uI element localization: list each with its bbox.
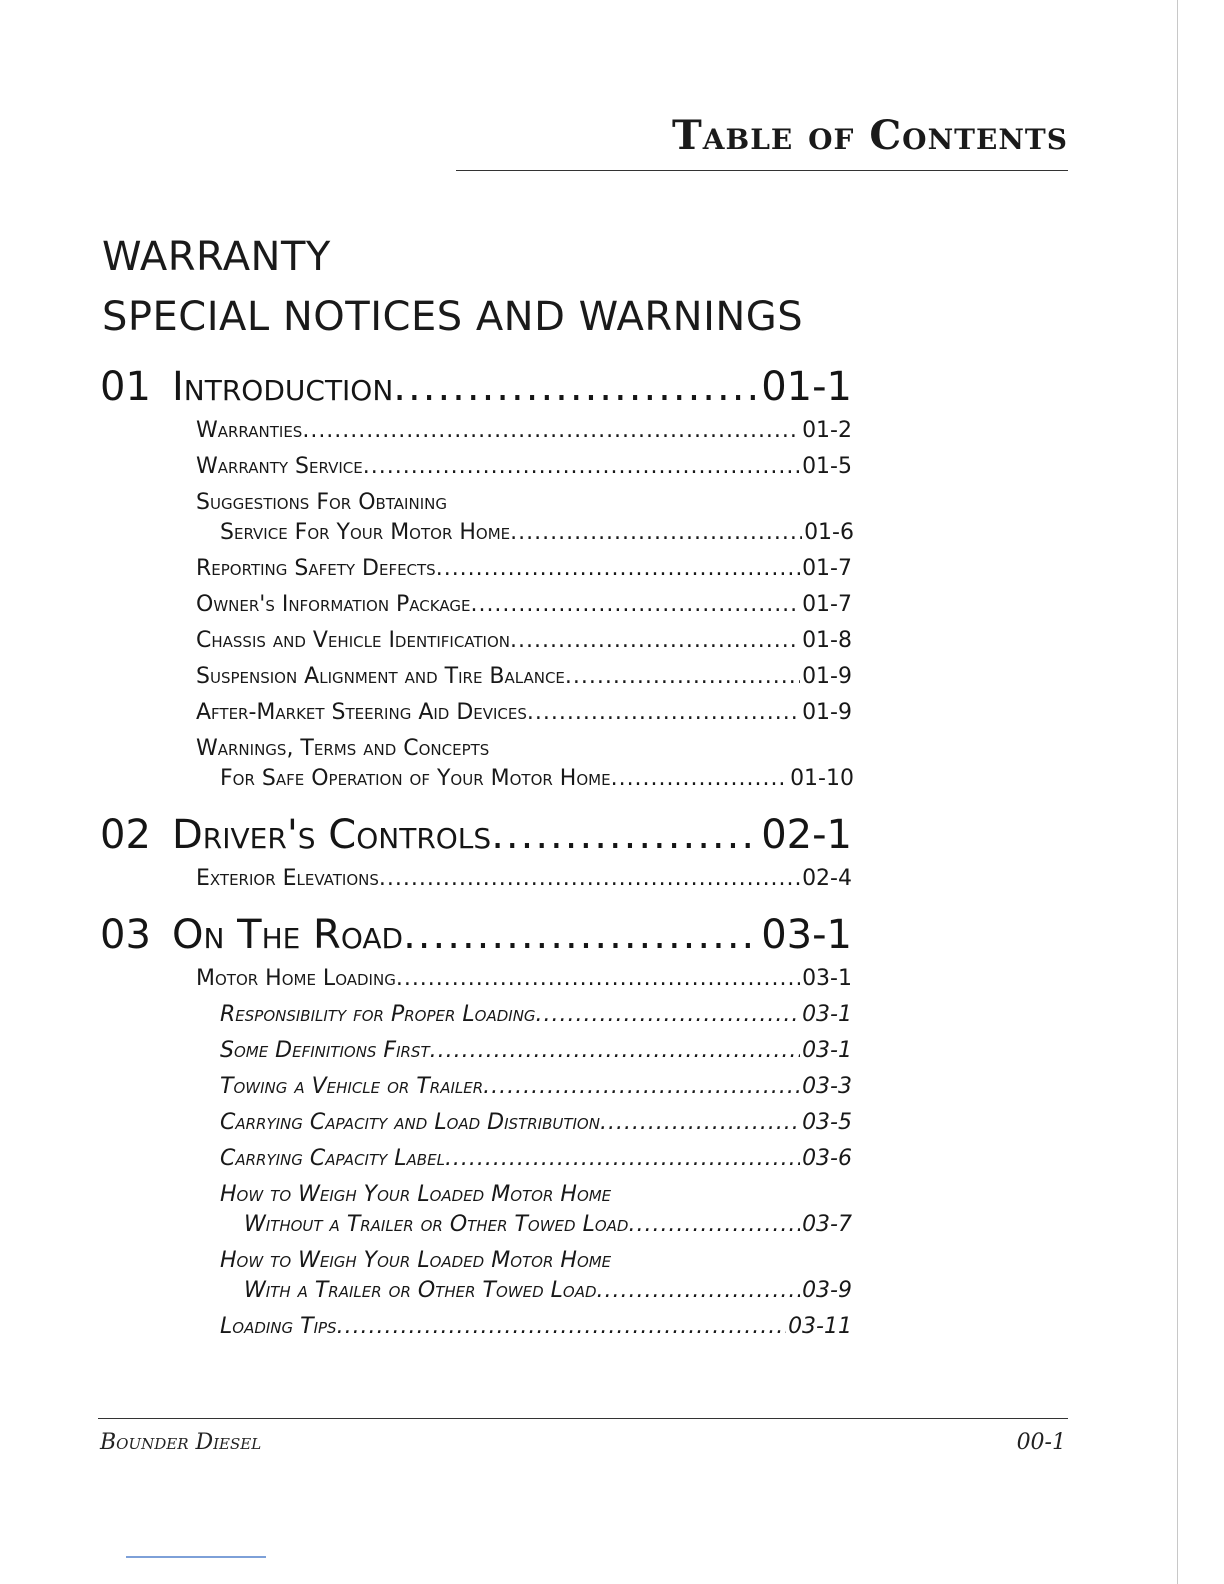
entry-page: 03-5 — [802, 1110, 852, 1135]
title-rule — [456, 170, 1068, 171]
toc-entry[interactable] — [196, 966, 852, 996]
entry-page: 03-11 — [788, 1314, 852, 1339]
entry-title: Suggestions For Obtaining — [196, 490, 447, 515]
chapter-page: 01-1 — [761, 364, 852, 410]
scan-blue-mark — [126, 1556, 266, 1558]
leader-dots — [470, 592, 800, 622]
entry-page: 01-5 — [802, 454, 852, 479]
entry-title-continued: With a Trailer or Other Towed Load — [244, 1278, 597, 1303]
toc-entry[interactable] — [196, 628, 852, 658]
entry-page: 01-10 — [790, 766, 854, 791]
entry-title: Carrying Capacity and Load Distribution — [220, 1110, 600, 1135]
chapter-02-heading[interactable] — [100, 812, 852, 868]
chapter-number: 03 — [100, 912, 151, 958]
toc-subentry[interactable] — [220, 1146, 852, 1176]
chapter-number: 01 — [100, 364, 151, 410]
entry-title: Carrying Capacity Label — [220, 1146, 445, 1171]
heading-warranty: WARRANTY — [102, 234, 331, 280]
entry-page: 01-9 — [802, 700, 852, 725]
toc-subentry[interactable] — [220, 1002, 852, 1032]
leader-dots — [611, 766, 788, 796]
toc-subentry-line2[interactable] — [244, 1278, 852, 1308]
entry-page: 03-1 — [802, 1002, 852, 1027]
toc-entry[interactable] — [196, 700, 852, 730]
entry-title: How to Weigh Your Loaded Motor Home — [220, 1248, 612, 1273]
entry-page: 03-7 — [802, 1212, 852, 1237]
entry-page: 01-2 — [802, 418, 852, 443]
leader-dots — [536, 1002, 801, 1032]
entry-page: 02-4 — [802, 866, 852, 891]
leader-dots — [510, 520, 802, 550]
leader-dots — [403, 912, 759, 958]
entry-title: Exterior Elevations — [196, 866, 379, 891]
entry-title: Loading Tips — [220, 1314, 337, 1339]
toc-entry[interactable] — [196, 664, 852, 694]
entry-page: 01-9 — [802, 664, 852, 689]
entry-title: Owner's Information Package — [196, 592, 471, 617]
toc-entry[interactable] — [196, 418, 852, 448]
entry-title: How to Weigh Your Loaded Motor Home — [220, 1182, 612, 1207]
entry-title-continued: For Safe Operation of Your Motor Home — [220, 766, 611, 791]
leader-dots — [445, 1146, 800, 1176]
footer-manual-name: Bounder Diesel — [100, 1430, 262, 1455]
toc-entry[interactable] — [196, 454, 852, 484]
leader-dots — [436, 556, 800, 586]
leader-dots — [483, 1074, 800, 1104]
leader-dots — [363, 454, 800, 484]
entry-page: 01-7 — [802, 556, 852, 581]
entry-page: 03-6 — [802, 1146, 852, 1171]
toc-entry-line1[interactable] — [196, 490, 852, 520]
entry-title: Responsibility for Proper Loading — [220, 1002, 536, 1027]
entry-title: After-Market Steering Aid Devices — [196, 700, 527, 725]
toc-entry[interactable] — [196, 866, 852, 896]
leader-dots — [337, 1314, 786, 1344]
toc-entry-line1[interactable] — [196, 736, 852, 766]
toc-subentry[interactable] — [220, 1314, 852, 1344]
entry-page: 01-8 — [802, 628, 852, 653]
chapter-title: Driver's Controls — [172, 812, 492, 858]
toc-subentry[interactable] — [220, 1074, 852, 1104]
leader-dots — [600, 1110, 800, 1140]
entry-title: Some Definitions First — [220, 1038, 430, 1063]
entry-title: Towing a Vehicle or Trailer — [220, 1074, 484, 1099]
leader-dots — [379, 866, 800, 896]
leader-dots — [565, 664, 800, 694]
entry-title: Warnings, Terms and Concepts — [196, 736, 490, 761]
entry-page: 03-3 — [802, 1074, 852, 1099]
leader-dots — [393, 364, 759, 410]
leader-dots — [527, 700, 800, 730]
chapter-01-heading[interactable] — [100, 364, 852, 420]
scan-edge-line — [1177, 0, 1178, 1584]
entry-title-continued: Without a Trailer or Other Towed Load — [244, 1212, 629, 1237]
heading-special-notices: SPECIAL NOTICES AND WARNINGS — [102, 294, 804, 340]
entry-page: 03-9 — [802, 1278, 852, 1303]
leader-dots — [302, 418, 800, 448]
toc-entry[interactable] — [196, 556, 852, 586]
chapter-number: 02 — [100, 812, 151, 858]
entry-title: Warranties — [196, 418, 303, 443]
chapter-page: 02-1 — [761, 812, 852, 858]
chapter-title: Introduction — [172, 364, 394, 410]
entry-page: 03-1 — [802, 1038, 852, 1063]
toc-subentry[interactable] — [220, 1038, 852, 1068]
entry-title: Motor Home Loading — [196, 966, 396, 991]
leader-dots — [597, 1278, 801, 1308]
entry-title: Warranty Service — [196, 454, 363, 479]
leader-dots — [628, 1212, 800, 1242]
toc-subentry-line2[interactable] — [244, 1212, 852, 1242]
entry-title: Suspension Alignment and Tire Balance — [196, 664, 565, 689]
footer-rule — [98, 1418, 1068, 1419]
leader-dots — [430, 1038, 800, 1068]
chapter-page: 03-1 — [761, 912, 852, 958]
chapter-03-heading[interactable] — [100, 912, 852, 968]
chapter-title: On The Road — [172, 912, 404, 958]
leader-dots — [491, 812, 759, 858]
toc-entry-line2[interactable] — [220, 520, 854, 550]
entry-title: Reporting Safety Defects — [196, 556, 436, 581]
toc-subentry-line1[interactable] — [220, 1248, 852, 1278]
page-title: Table of Contents — [672, 112, 1068, 159]
footer-page-number: 00-1 — [1016, 1430, 1066, 1455]
toc-subentry[interactable] — [220, 1110, 852, 1140]
entry-page: 01-7 — [802, 592, 852, 617]
entry-title-continued: Service For Your Motor Home — [220, 520, 511, 545]
leader-dots — [510, 628, 800, 658]
toc-entry-line2[interactable] — [220, 766, 854, 796]
entry-title: Chassis and Vehicle Identification — [196, 628, 510, 653]
leader-dots — [396, 966, 800, 996]
toc-entry[interactable] — [196, 592, 852, 622]
entry-page: 03-1 — [802, 966, 852, 991]
entry-page: 01-6 — [804, 520, 854, 545]
toc-subentry-line1[interactable] — [220, 1182, 852, 1212]
